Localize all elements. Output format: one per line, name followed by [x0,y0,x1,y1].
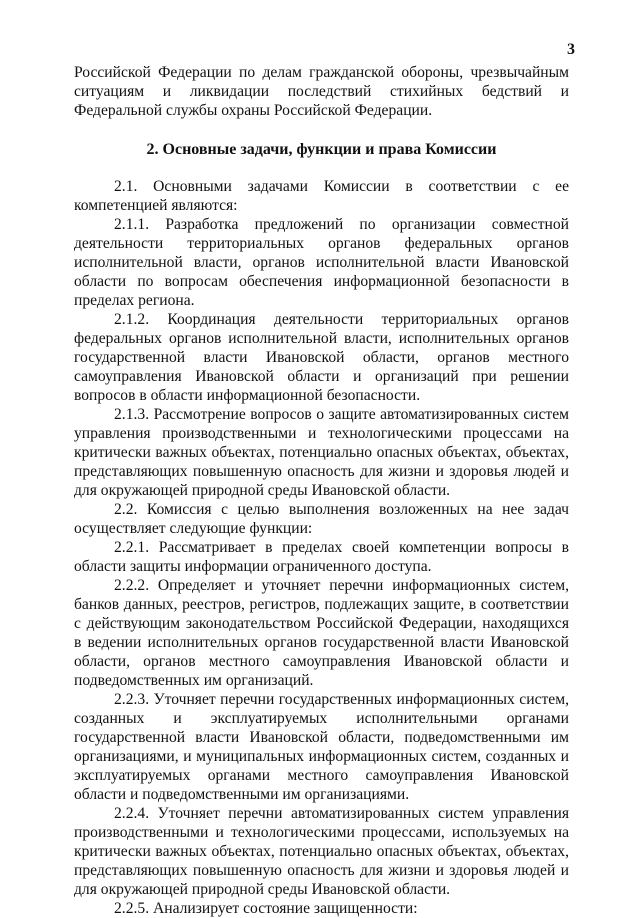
document-body [74,63,569,918]
paragraph-2-2-2: 2.2.2. Определяет и уточняет перечни информационных систем, банков данных, реестров, регистров, подлежащих защите, в соответствии с действующим законодательством Российской Федерации, находящихся в ведении исполнительных органов государственной власти Ивановской области, органов местного самоуправления Ивановской области и подведомственных им организаций. [74,577,569,689]
paragraph-2-2-5: 2.2.5. Анализирует состояние защищенности: [114,900,418,917]
paragraph-2-1: 2.1. Основными задачами Комиссии в соответствии с ее компетенцией являются: [74,178,569,214]
section-heading: 2. Основные задачи, функции и права Комиссии [146,141,497,158]
paragraph-2-1-1: 2.1.1. Разработка предложений по организации совместной деятельности территориальных органов федеральных органов исполнительной власти, органов исполнительной власти Ивановской области по вопросам обеспечения информационной безопасности в пределах региона. [74,216,569,309]
paragraph-2-2-1: 2.2.1. Рассматривает в пределах своей компетенции вопросы в области защиты информации ограниченного доступа. [74,539,569,575]
opening-paragraph: Российской Федерации по делам гражданской обороны, чрезвычайным ситуациям и ликвидации последствий стихийных бедствий и Федеральной службы охраны Российской Федерации. [74,64,569,119]
page-number: 3 [567,41,575,58]
paragraph-2-2: 2.2. Комиссия с целью выполнения возложенных на нее задач осуществляет следующие функции: [74,501,569,537]
paragraph-2-2-3: 2.2.3. Уточняет перечни государственных информационных систем, созданных и эксплуатируемых исполнительными органами государственной власти Ивановской области, подведомственными им организациями, и муниципальных информационных систем, созданных и эксплуатируемых органами местного самоуправления Ивановской области и подведомственными им организациями. [74,691,569,803]
paragraph-2-1-3: 2.1.3. Рассмотрение вопросов о защите автоматизированных систем управления производственными и технологическими процессами на критически важных объектах, потенциально опасных объектах, объектах, представляющих повышенную опасность для жизни и здоровья людей и для окружающей природной среды Ивановской области. [74,406,569,499]
paragraph-2-1-2: 2.1.2. Координация деятельности территориальных органов федеральных органов исполнительной власти, исполнительных органов государственной власти Ивановской области, органов местного самоуправления Ивановской области и организаций при решении вопросов в области информационной безопасности. [74,311,569,404]
paragraph-2-2-4: 2.2.4. Уточняет перечни автоматизированных систем управления производственными и технологическими процессами, используемых на критически важных объектах, потенциально опасных объектах, объектах, представляющих повышенную опасность для жизни и здоровья людей и для окружающей природной среды Ивановской области. [74,805,569,898]
